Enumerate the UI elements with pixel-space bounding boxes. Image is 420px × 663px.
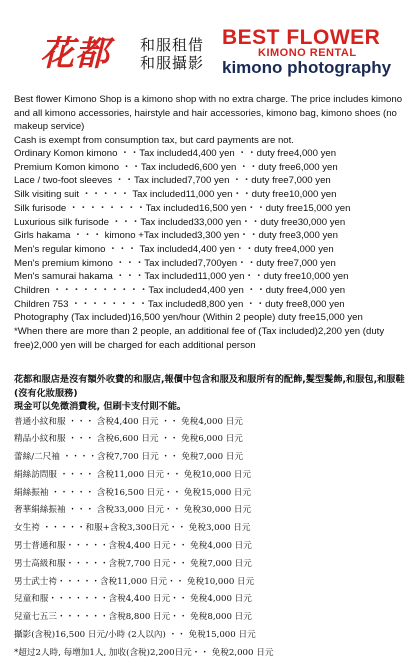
price-row-en: Luxurious silk furisode ・・・Tax included33,000 yen・・duty free30,000 yen: [14, 216, 346, 228]
price-row-zh: 女生袴 ・・・・・和服+含稅3,300日元・・ 免稅3,000 日元: [14, 523, 251, 534]
header: [0, 0, 420, 88]
price-row-en: Lace / two-foot sleeves ・・Tax included7,700 yen ・・duty free7,000 yen: [14, 175, 331, 187]
price-row-en: Silk furisode ・・・・・・・・Tax included16,500 yen・・duty free15,000 yen: [14, 202, 351, 214]
price-row-zh: 精品小紋和服 ・・・ 含稅6,600 日元 ・・ 免稅6,000 日元: [14, 434, 243, 445]
brand-title: BEST FLOWER: [222, 26, 381, 49]
price-row-zh: 兒童和服・・・・・・・含稅4,400 日元・・ 免稅4,000 日元: [14, 594, 252, 605]
price-row-en: Children 753 ・・・・・・・・Tax included8,800 yen ・・duty free8,000 yen: [14, 298, 345, 310]
chinese-section: [14, 373, 414, 663]
price-row-zh: 男士普通和服・・・・・含稅4,400 日元・・ 免稅4,000 日元: [14, 541, 252, 552]
english-extra-note: *When there are more than 2 people, an additional fee of (Tax included)2,200 yen (duty free)2,000 yen will be charged for each additional person: [14, 326, 385, 351]
extra-fee-row-zh: *超过2人時, 每增加1人, 加收(含稅)2,200日元・・ 免稅2,000 日元: [14, 647, 274, 658]
price-row-zh: 絹絲訪問服 ・・・・ 含稅11,000 日元・・ 免稅10,000 日元: [14, 469, 252, 480]
price-row-zh: 絹絲振袖 ・・・・・ 含稅16,500 日元・・ 免稅15,000 日元: [14, 487, 252, 498]
tagline-rental: 和服租借: [140, 36, 205, 54]
price-row-zh: 奢華絹絲振袖 ・・・ 含稅33,000 日元・・ 免稅30,000 日元: [14, 505, 252, 516]
price-row-en: Ordinary Komon kimono ・・Tax included4,400 yen ・・duty free4,000 yen: [14, 148, 337, 159]
chinese-intro: 花都和服店是沒有額外收費的和服店,報價中包含和服及和服所有的配飾,髮型髮飾,和服包,和服鞋 (沒有化妝服務): [14, 374, 405, 399]
english-cash-note: Cash is exempt from consumption tax, but card payments are not.: [14, 134, 294, 146]
price-row-en: Girls hakama ・・・ kimono +Tax included3,300 yen・・duty free3,000 yen: [14, 230, 338, 242]
english-intro: Best flower Kimono Shop is a kimono shop with no extra charge. The price includes kimono and all kimono accessories, hairstyle and hair accessories, kimono bag, kimono shoes (no makeup service): [14, 94, 403, 132]
logo: 花都: [40, 34, 110, 74]
brand-photography: kimono photography: [222, 58, 392, 77]
price-row-en: Men's samurai hakama ・・・Tax included11,000 yen・・duty free10,000 yen: [14, 271, 349, 283]
price-row-en: Premium Komon kimono ・・Tax included6,600 yen ・・duty free6,000 yen: [14, 161, 338, 173]
price-row-zh: 男士武士袴・・・・・含稅11,000 日元・・ 免稅10,000 日元: [14, 576, 255, 587]
price-row-en: Men's premium kimono ・・・Tax included7,700yen・・duty free7,000 yen: [14, 257, 336, 269]
price-row-zh: 普通小紋和服 ・・・ 含稅4,400 日元 ・・ 免稅4,000 日元: [14, 416, 243, 427]
english-section: [14, 93, 414, 352]
photography-row-zh: 攝影(含稅)16,500 日元/小時 (2人以內) ・・ 免稅15,000 日元: [14, 630, 256, 641]
brand-subtitle: KIMONO RENTAL: [258, 47, 357, 59]
tagline-photo: 和服攝影: [140, 54, 205, 72]
photography-row-en: Photography (Tax included)16,500 yen/hour (Within 2 people) duty free15,000 yen: [14, 312, 363, 324]
price-row-zh: 男士高級和服・・・・・含稅7,700 日元・・ 免稅7,000 日元: [14, 558, 252, 569]
price-row-zh: 蕾絲/二尺袖 ・・・・含稅7,700 日元 ・・ 免稅7,000 日元: [14, 452, 244, 463]
price-row-zh: 兒童七五三・・・・・・含稅8,800 日元・・ 免稅8,000 日元: [14, 612, 252, 623]
price-row-en: Silk visiting suit ・・・・・ Tax included11,000 yen・・duty free10,000 yen: [14, 189, 337, 201]
chinese-cash-note: 現金可以免徵消費稅, 但刷卡支付則不能。: [14, 401, 187, 412]
price-row-en: Children ・・・・・・・・・・Tax included4,400 yen ・・duty free4,000 yen: [14, 285, 346, 297]
price-row-en: Men's regular kimono ・・・ Tax included4,400 yen・・duty free4,000 yen: [14, 243, 334, 255]
